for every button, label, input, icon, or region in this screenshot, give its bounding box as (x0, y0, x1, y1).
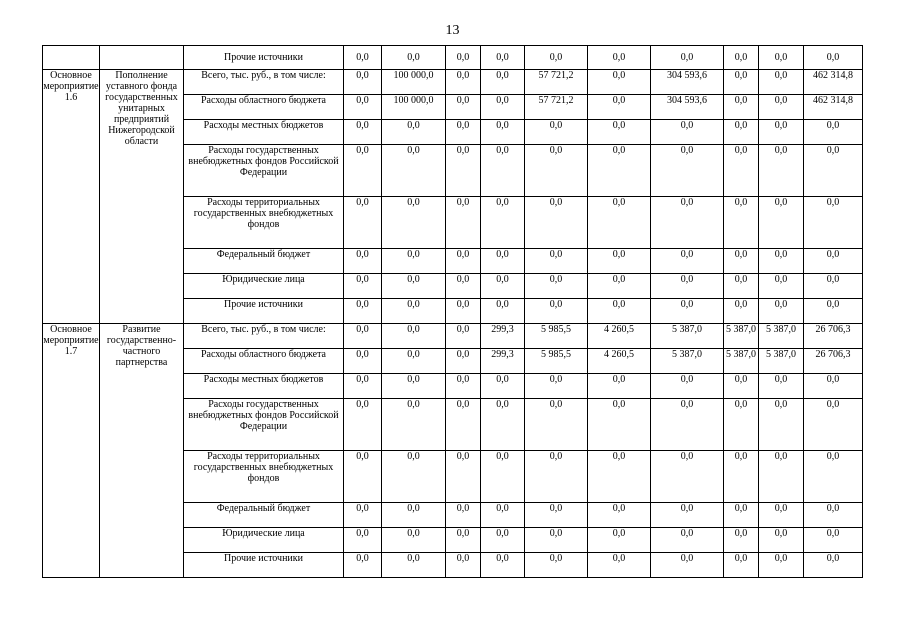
funding-source: Расходы областного бюджета (184, 349, 344, 374)
value-cell: 0,0 (344, 249, 382, 274)
value-cell: 0,0 (724, 249, 759, 274)
value-cell: 4 260,5 (588, 349, 651, 374)
value-cell: 0,0 (651, 399, 724, 451)
value-cell: 0,0 (382, 324, 446, 349)
value-cell: 0,0 (525, 197, 588, 249)
funding-source: Всего, тыс. руб., в том числе: (184, 324, 344, 349)
value-cell: 26 706,3 (804, 349, 863, 374)
value-cell: 0,0 (525, 145, 588, 197)
value-cell: 0,0 (446, 451, 481, 503)
value-cell: 0,0 (651, 145, 724, 197)
budget-table (42, 45, 863, 578)
value-cell: 0,0 (759, 399, 804, 451)
value-cell: 0,0 (759, 197, 804, 249)
value-cell: 0,0 (344, 503, 382, 528)
value-cell: 0,0 (344, 95, 382, 120)
value-cell: 0,0 (588, 120, 651, 145)
funding-source: Прочие источники (184, 46, 344, 70)
funding-source: Прочие источники (184, 299, 344, 324)
value-cell: 0,0 (344, 349, 382, 374)
value-cell: 0,0 (481, 503, 525, 528)
value-cell: 299,3 (481, 349, 525, 374)
funding-source: Расходы местных бюджетов (184, 120, 344, 145)
value-cell: 0,0 (344, 70, 382, 95)
value-cell: 0,0 (382, 553, 446, 578)
value-cell: 0,0 (344, 274, 382, 299)
value-cell: 0,0 (804, 399, 863, 451)
value-cell: 0,0 (446, 274, 481, 299)
value-cell: 0,0 (759, 503, 804, 528)
value-cell: 0,0 (588, 503, 651, 528)
value-cell: 0,0 (804, 299, 863, 324)
funding-source: Расходы областного бюджета (184, 95, 344, 120)
value-cell: 0,0 (481, 197, 525, 249)
value-cell: 0,0 (344, 451, 382, 503)
value-cell: 0,0 (759, 374, 804, 399)
value-cell: 0,0 (446, 528, 481, 553)
value-cell: 0,0 (382, 145, 446, 197)
value-cell: 0,0 (481, 553, 525, 578)
value-cell: 0,0 (446, 374, 481, 399)
value-cell: 0,0 (724, 70, 759, 95)
value-cell: 0,0 (724, 120, 759, 145)
value-cell: 0,0 (724, 503, 759, 528)
value-cell: 5 387,0 (759, 324, 804, 349)
value-cell: 0,0 (446, 46, 481, 70)
funding-source: Расходы государственных внебюджетных фондов Российской Федерации (184, 145, 344, 197)
value-cell: 0,0 (588, 451, 651, 503)
value-cell: 0,0 (525, 503, 588, 528)
value-cell: 0,0 (724, 145, 759, 197)
value-cell: 5 387,0 (651, 349, 724, 374)
value-cell: 0,0 (382, 46, 446, 70)
table-row (43, 46, 863, 70)
value-cell: 0,0 (724, 299, 759, 324)
value-cell: 5 387,0 (759, 349, 804, 374)
value-cell: 0,0 (446, 197, 481, 249)
value-cell: 0,0 (651, 197, 724, 249)
value-cell: 0,0 (446, 503, 481, 528)
page-number: 13 (445, 23, 460, 38)
measure-name: Основное мероприятие 1.6 (43, 70, 100, 324)
value-cell: 0,0 (344, 197, 382, 249)
value-cell: 0,0 (344, 120, 382, 145)
value-cell: 0,0 (759, 249, 804, 274)
value-cell: 462 314,8 (804, 95, 863, 120)
value-cell: 0,0 (804, 120, 863, 145)
value-cell: 0,0 (724, 374, 759, 399)
value-cell: 0,0 (588, 374, 651, 399)
value-cell: 0,0 (382, 120, 446, 145)
value-cell: 0,0 (588, 528, 651, 553)
value-cell: 462 314,8 (804, 70, 863, 95)
value-cell: 0,0 (344, 299, 382, 324)
value-cell: 0,0 (481, 374, 525, 399)
value-cell: 0,0 (382, 451, 446, 503)
value-cell: 0,0 (588, 95, 651, 120)
value-cell: 0,0 (344, 324, 382, 349)
value-cell: 299,3 (481, 324, 525, 349)
value-cell: 0,0 (588, 46, 651, 70)
value-cell: 0,0 (651, 299, 724, 324)
value-cell: 5 985,5 (525, 324, 588, 349)
value-cell: 0,0 (804, 46, 863, 70)
value-cell: 0,0 (588, 553, 651, 578)
value-cell: 0,0 (651, 120, 724, 145)
value-cell: 0,0 (804, 249, 863, 274)
value-cell: 0,0 (804, 274, 863, 299)
funding-source: Расходы государственных внебюджетных фондов Российской Федерации (184, 399, 344, 451)
value-cell: 100 000,0 (382, 70, 446, 95)
table-row (43, 324, 863, 349)
value-cell: 0,0 (651, 503, 724, 528)
value-cell: 0,0 (804, 451, 863, 503)
value-cell: 0,0 (759, 299, 804, 324)
value-cell: 0,0 (446, 399, 481, 451)
funding-source: Расходы местных бюджетов (184, 374, 344, 399)
value-cell: 0,0 (446, 95, 481, 120)
funding-source: Расходы территориальных государственных внебюджетных фондов (184, 451, 344, 503)
value-cell: 0,0 (382, 197, 446, 249)
value-cell: 0,0 (344, 145, 382, 197)
funding-source: Прочие источники (184, 553, 344, 578)
value-cell: 0,0 (525, 451, 588, 503)
value-cell: 26 706,3 (804, 324, 863, 349)
value-cell: 0,0 (446, 145, 481, 197)
value-cell: 0,0 (651, 553, 724, 578)
value-cell: 0,0 (446, 120, 481, 145)
value-cell: 0,0 (382, 299, 446, 324)
value-cell: 0,0 (759, 120, 804, 145)
value-cell: 0,0 (525, 120, 588, 145)
value-cell: 0,0 (804, 503, 863, 528)
value-cell: 0,0 (651, 274, 724, 299)
value-cell: 0,0 (651, 528, 724, 553)
value-cell: 0,0 (804, 197, 863, 249)
value-cell: 0,0 (804, 145, 863, 197)
value-cell: 0,0 (759, 95, 804, 120)
value-cell: 0,0 (651, 374, 724, 399)
empty-cell (43, 46, 100, 70)
value-cell: 0,0 (382, 374, 446, 399)
value-cell: 0,0 (724, 95, 759, 120)
value-cell: 0,0 (446, 324, 481, 349)
value-cell: 0,0 (759, 46, 804, 70)
funding-source: Юридические лица (184, 528, 344, 553)
value-cell: 0,0 (588, 249, 651, 274)
value-cell: 0,0 (382, 528, 446, 553)
value-cell: 0,0 (525, 274, 588, 299)
value-cell: 0,0 (651, 46, 724, 70)
value-cell: 0,0 (724, 197, 759, 249)
value-cell: 0,0 (525, 553, 588, 578)
value-cell: 0,0 (651, 249, 724, 274)
value-cell: 0,0 (446, 553, 481, 578)
value-cell: 0,0 (481, 70, 525, 95)
value-cell: 57 721,2 (525, 95, 588, 120)
value-cell: 0,0 (759, 553, 804, 578)
value-cell: 0,0 (344, 374, 382, 399)
value-cell: 0,0 (344, 399, 382, 451)
table-row (43, 70, 863, 95)
value-cell: 57 721,2 (525, 70, 588, 95)
value-cell: 0,0 (588, 145, 651, 197)
value-cell: 0,0 (481, 145, 525, 197)
value-cell: 0,0 (382, 399, 446, 451)
value-cell: 0,0 (481, 528, 525, 553)
value-cell: 0,0 (759, 70, 804, 95)
measure-description: Развитие государственно-частного партнерства (100, 324, 184, 578)
value-cell: 0,0 (724, 399, 759, 451)
value-cell: 304 593,6 (651, 70, 724, 95)
value-cell: 0,0 (651, 451, 724, 503)
value-cell: 100 000,0 (382, 95, 446, 120)
value-cell: 0,0 (382, 503, 446, 528)
value-cell: 0,0 (344, 553, 382, 578)
value-cell: 0,0 (446, 299, 481, 324)
value-cell: 0,0 (588, 299, 651, 324)
value-cell: 0,0 (382, 349, 446, 374)
value-cell: 0,0 (804, 553, 863, 578)
value-cell: 0,0 (759, 145, 804, 197)
value-cell: 0,0 (724, 528, 759, 553)
value-cell: 0,0 (588, 274, 651, 299)
value-cell: 5 387,0 (651, 324, 724, 349)
value-cell: 304 593,6 (651, 95, 724, 120)
value-cell: 0,0 (481, 451, 525, 503)
value-cell: 5 985,5 (525, 349, 588, 374)
funding-source: Федеральный бюджет (184, 249, 344, 274)
value-cell: 0,0 (446, 70, 481, 95)
value-cell: 0,0 (588, 197, 651, 249)
funding-source: Федеральный бюджет (184, 503, 344, 528)
value-cell: 0,0 (344, 528, 382, 553)
value-cell: 0,0 (525, 374, 588, 399)
value-cell: 0,0 (588, 399, 651, 451)
value-cell: 0,0 (759, 528, 804, 553)
measure-description: Пополнение уставного фонда государственных унитарных предприятий Нижегородской области (100, 70, 184, 324)
value-cell: 0,0 (481, 95, 525, 120)
value-cell: 0,0 (382, 274, 446, 299)
value-cell: 0,0 (525, 299, 588, 324)
value-cell: 0,0 (525, 399, 588, 451)
value-cell: 0,0 (446, 249, 481, 274)
value-cell: 0,0 (588, 70, 651, 95)
value-cell: 0,0 (382, 249, 446, 274)
empty-cell (100, 46, 184, 70)
funding-source: Всего, тыс. руб., в том числе: (184, 70, 344, 95)
value-cell: 0,0 (759, 274, 804, 299)
value-cell: 4 260,5 (588, 324, 651, 349)
value-cell: 0,0 (724, 451, 759, 503)
value-cell: 0,0 (481, 299, 525, 324)
value-cell: 0,0 (525, 249, 588, 274)
value-cell: 0,0 (481, 274, 525, 299)
value-cell: 0,0 (481, 120, 525, 145)
value-cell: 0,0 (804, 528, 863, 553)
value-cell: 0,0 (481, 399, 525, 451)
value-cell: 0,0 (724, 553, 759, 578)
value-cell: 5 387,0 (724, 349, 759, 374)
value-cell: 0,0 (804, 374, 863, 399)
value-cell: 0,0 (525, 46, 588, 70)
value-cell: 5 387,0 (724, 324, 759, 349)
funding-source: Расходы территориальных государственных внебюджетных фондов (184, 197, 344, 249)
value-cell: 0,0 (344, 46, 382, 70)
value-cell: 0,0 (481, 249, 525, 274)
value-cell: 0,0 (759, 451, 804, 503)
value-cell: 0,0 (724, 46, 759, 70)
value-cell: 0,0 (525, 528, 588, 553)
funding-source: Юридические лица (184, 274, 344, 299)
value-cell: 0,0 (446, 349, 481, 374)
value-cell: 0,0 (724, 274, 759, 299)
measure-name: Основное мероприятие 1.7 (43, 324, 100, 578)
value-cell: 0,0 (481, 46, 525, 70)
